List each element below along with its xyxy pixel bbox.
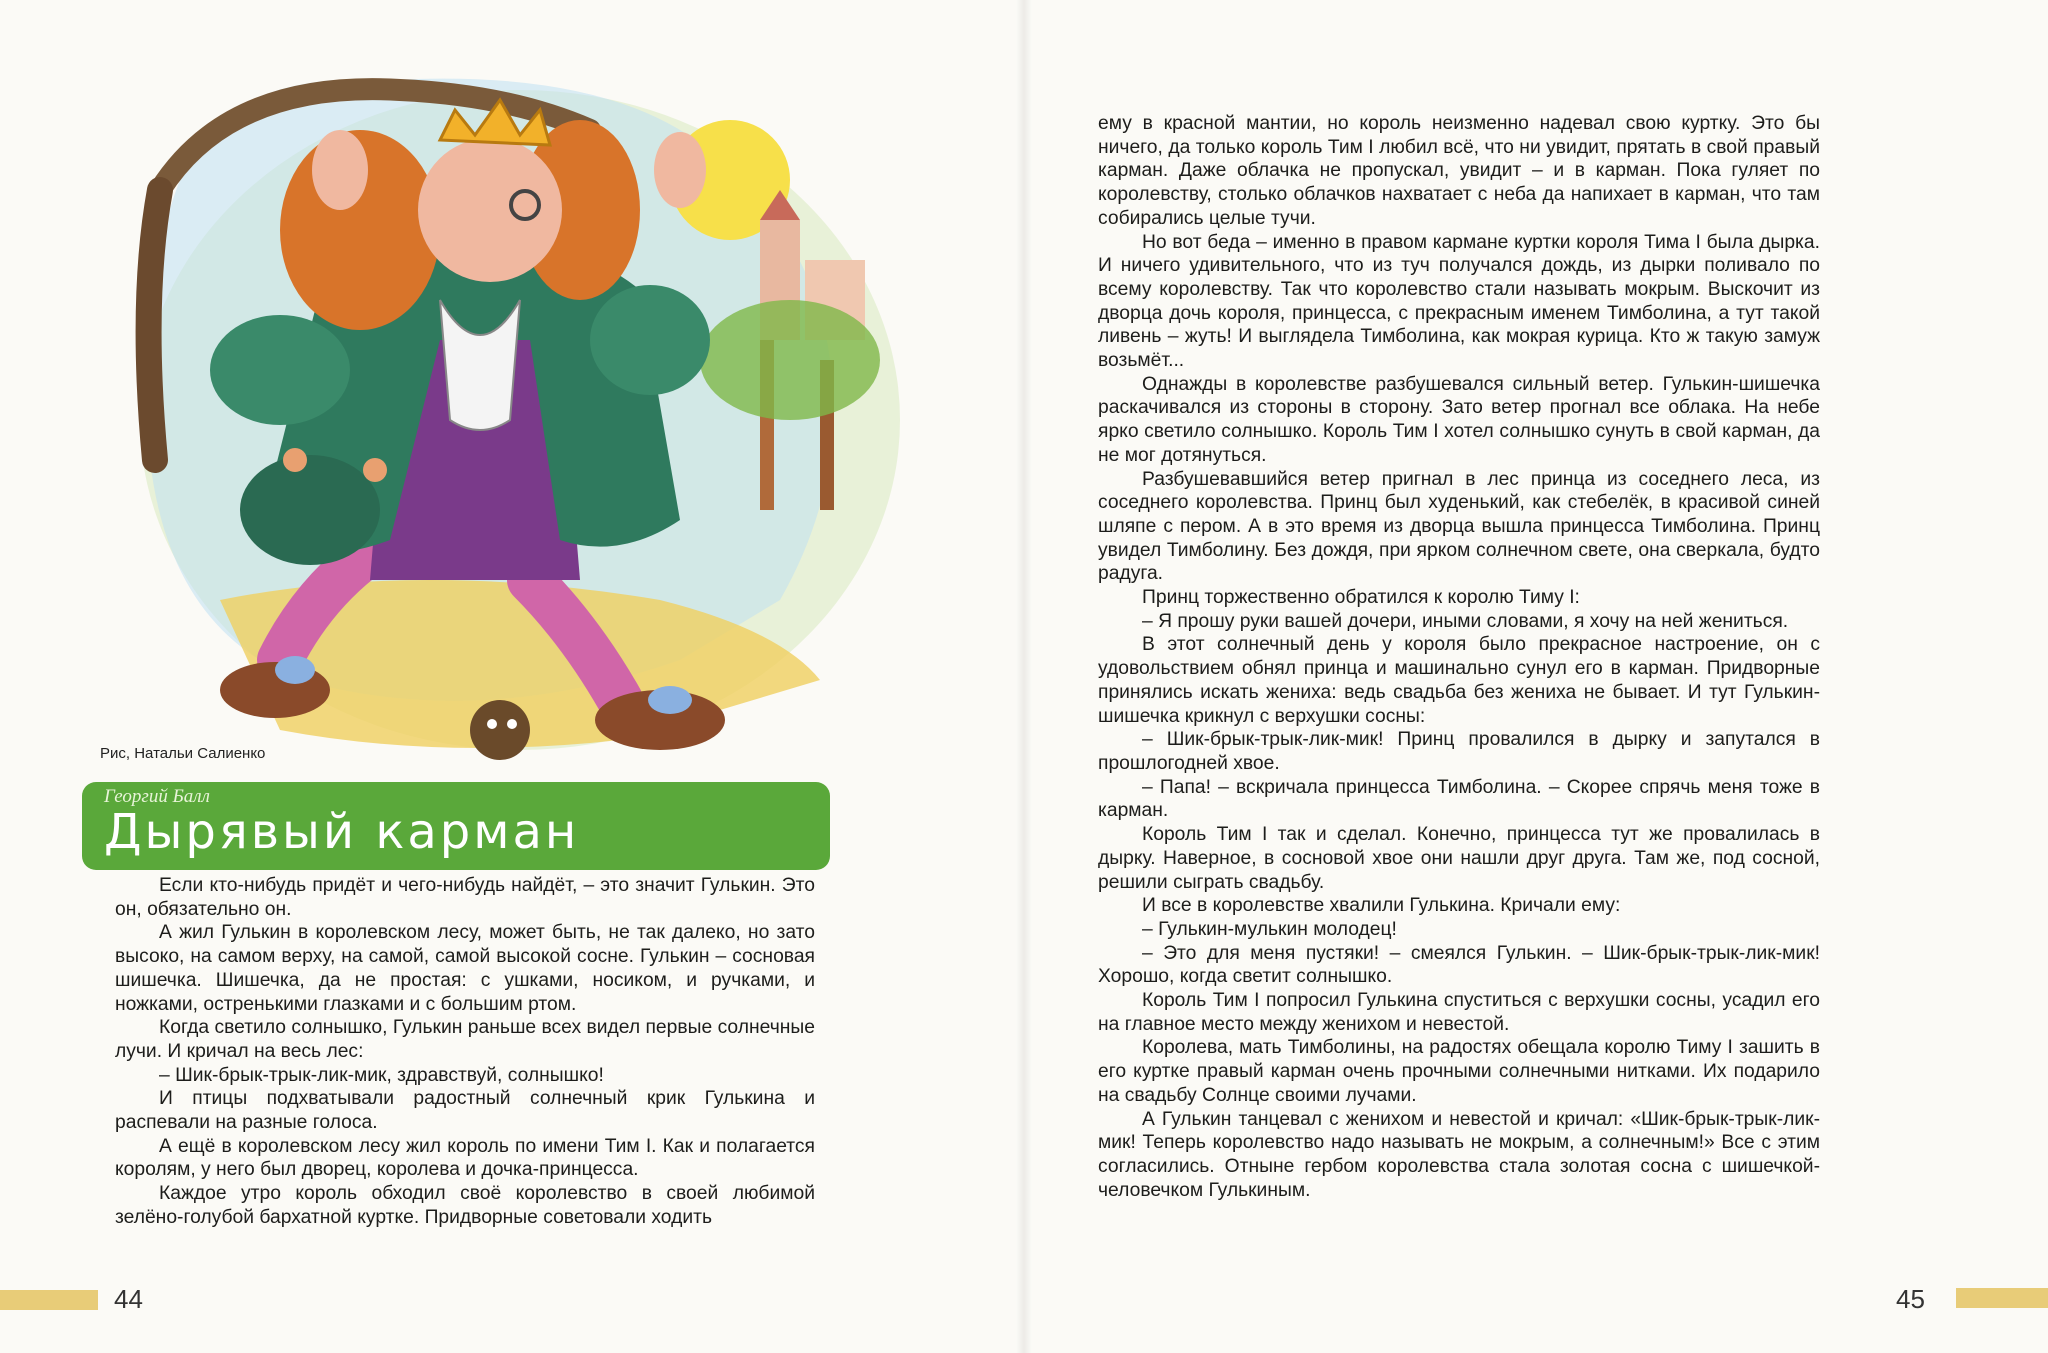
paragraph: И птицы подхватывали радостный солнечный крик Гулькина и распевали на разные голоса. — [115, 1088, 815, 1134]
paragraph: И все в королевстве хвалили Гулькина. Кричали ему: — [1142, 895, 1621, 917]
paragraph: Король Тим I так и сделал. Конечно, принцесса тут же провалилась в дырку. Наверное, в сосновой хвое они нашли друг друга. Там же, под сосной, решили сыграть свадьбу. — [1098, 824, 1820, 893]
paragraph: – Папа! – вскричала принцесса Тимболина. – Скорее спрячь меня тоже в карман. — [1098, 776, 1820, 822]
illustration-credit: Рис, Натальи Салиенко — [100, 745, 266, 762]
paragraph: – Это для меня пустяки! – смеялся Гулькин. – Шик-брык-трык-лик-мик! Хорошо, когда светит солнышко. — [1098, 942, 1820, 988]
paragraph: – Я прошу руки вашей дочери, иными словами, я хочу на ней жениться. — [1142, 610, 1789, 632]
paragraph: Если кто-нибудь придёт и чего-нибудь найдёт, – это значит Гулькин. Это он, обязательно он. — [115, 875, 815, 920]
paragraph: – Шик-брык-трык-лик-мик, здравствуй, солнышко! — [159, 1064, 604, 1086]
paragraph: Разбушевавшийся ветер пригнал в лес принца из соседнего леса, из соседнего королевства. Принц был худенький, как стебелёк, в красивой синей шляпе с пером. А в это время из дворца вышла принцесса Тимболина. Принц увидел Тимболину. Без дождя, при ярком солнечном свете, она сверкала, будто радуга. — [1098, 468, 1820, 585]
king-illustration — [60, 40, 920, 830]
paragraph: А жил Гулькин в королевском лесу, может быть, не так далеко, но зато высоко, на самом верху, на самой, самой высокой сосне. Гулькин – сосновая шишечка. Шишечка, да не простая: с ушками, носиком, и ручками, и ножками, остренькими глазками и с большим ртом. — [115, 922, 815, 1015]
paragraph: Принц торжественно обратился к королю Тиму I: — [1142, 587, 1580, 609]
paragraph: Каждое утро король обходил своё королевство в своей любимой зелёно-голубой бархатной куртке. Придворные советовали ходить — [115, 1183, 815, 1228]
paragraph: Когда светило солнышко, Гулькин раньше всех видел первые солнечные лучи. И кричал на весь лес: — [115, 1017, 815, 1062]
paragraph: Король Тим I попросил Гулькина спуститься с верхушки сосны, усадил его на главное место между женихом и невестой. — [1098, 990, 1820, 1035]
page-number-right: 45 — [1896, 1284, 1925, 1314]
title-banner — [82, 782, 830, 870]
page-number-bar-right — [1956, 1288, 2048, 1308]
author-name: Георгий Балл — [104, 786, 210, 807]
paragraph: А Гулькин танцевал с женихом и невестой и кричал: «Шик-брык-трык-лик-мик! Теперь королевство надо называть не мокрым, а солнечным!» Все с этим согласились. Отныне гербом королевства стала золотая сосна с шишечкой-человечком Гулькиным. — [1098, 1108, 1820, 1201]
left-text-column — [115, 874, 815, 1230]
paragraph: Однажды в королевстве разбушевался сильный ветер. Гулькин-шишечка раскачивался из стороны в сторону. Зато ветер прогнал все облака. На небе ярко светило солнышко. Король Тим I хотел солнышко сунуть в свой карман, да не мог дотянуться. — [1098, 373, 1820, 466]
paragraph: Но вот беда – именно в правом кармане куртки короля Тима I была дырка. И ничего удивительного, что из туч получался дождь, из дырки поливало по всему королевству. Так что королевство стали называть мокрым. Выскочит из дворца дочь короля, принцесса, с прекрасным именем Тимболина, а тут такой ливень – жуть! И выглядела Тимболина, как мокрая курица. Кто ж такую замуж возьмёт... — [1098, 231, 1820, 372]
paragraph: – Шик-брык-трык-лик-мик! Принц провалился в дырку и запутался в прошлогодней хвое. — [1098, 729, 1820, 774]
right-page — [1024, 0, 2048, 1353]
page-number-left: 44 — [114, 1284, 143, 1314]
paragraph: ему в красной мантии, но король неизменно надевал свою куртку. Это бы ничего, да только король Тим I любил всё, что ни увидит, прятать в свой правый карман. Даже облачка не пропускал, увидит – и в карман. Пока гуляет по королевству, столько облачков нахватает с неба да напихает в карман, что там собирались целые тучи. — [1098, 113, 1820, 229]
right-text-column — [1098, 112, 1820, 1202]
story-title: Дырявый карман — [104, 804, 580, 860]
paragraph: Королева, мать Тимболины, на радостях обещала королю Тиму I зашить в его куртке правый карман очень прочными солнечными нитками. Их подарило на свадьбу Солнце своими лучами. — [1098, 1037, 1820, 1106]
page-number-bar-left — [0, 1290, 98, 1310]
paragraph: А ещё в королевском лесу жил король по имени Тим I. Как и полагается королям, у него был дворец, королева и дочка-принцесса. — [115, 1135, 815, 1181]
paragraph: – Гулькин-мулькин молодец! — [1142, 918, 1397, 940]
paragraph: В этот солнечный день у короля было прекрасное настроение, он с удовольствием обнял принца и машинально сунул его в карман. Придворные принялись искать жениха: ведь свадьба без жениха не бывает. И тут Гулькин-шишечка крикнул с верхушки сосны: — [1098, 634, 1820, 727]
